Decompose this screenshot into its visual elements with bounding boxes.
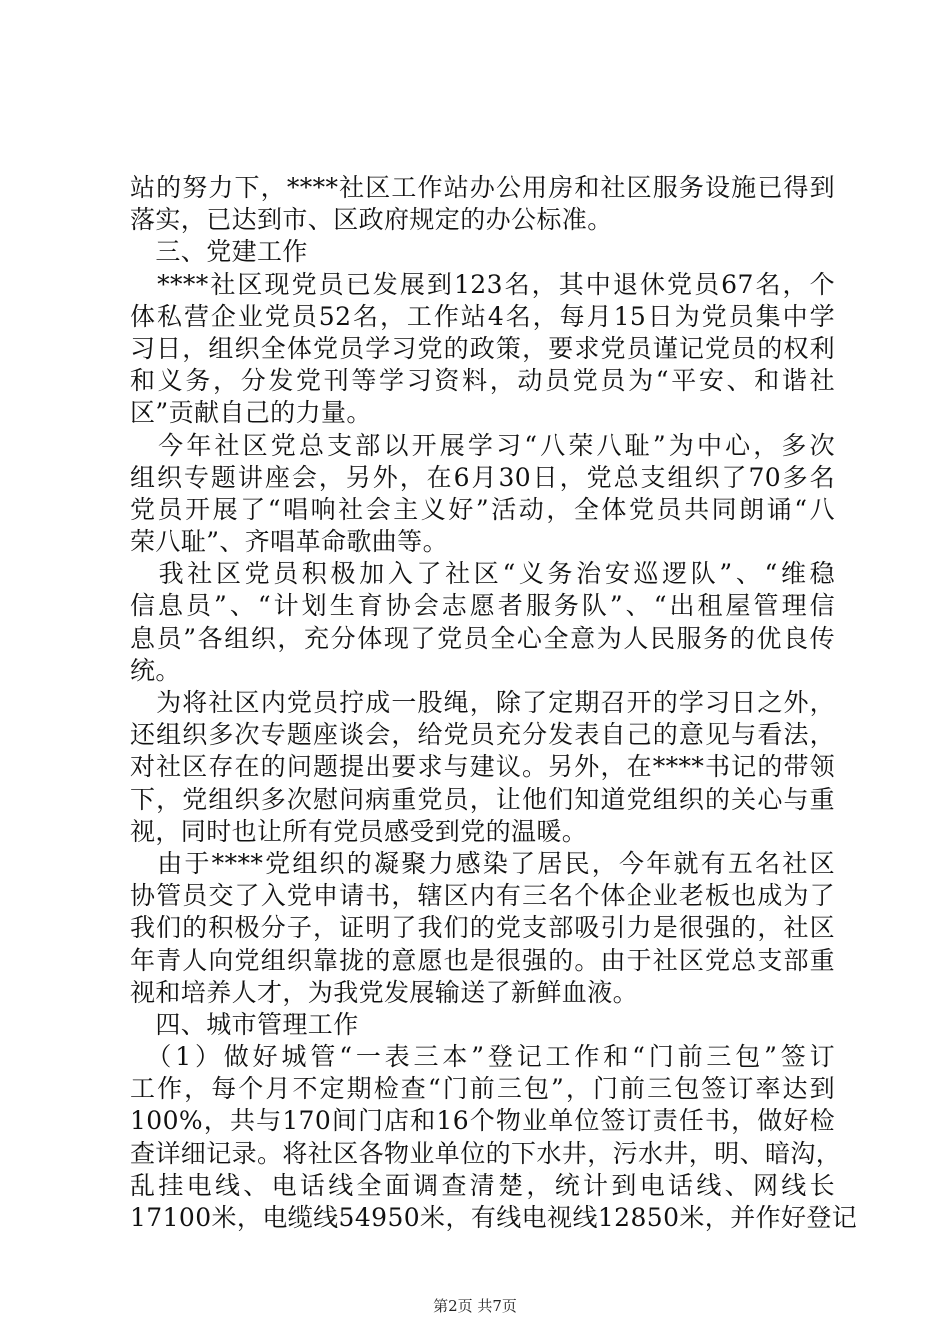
text-line: 视，同时也让所有党员感受到党的温暖。 [130, 816, 588, 846]
text-line: 今年社区党总支部以开展学习“八荣八耻”为中心，多次 [130, 430, 835, 460]
text-line: 站的努力下，****社区工作站办公用房和社区服务设施已得到 [130, 173, 835, 202]
text-line: 信息员”、“计划生育协会志愿者服务队”、“出租屋管理信 [130, 591, 835, 621]
text-line: 统。 [130, 655, 181, 685]
text-line: 我们的积极分子，证明了我们的党支部吸引力是很强的，社区 [130, 913, 835, 943]
text-line: 息员”各组织，充分体现了党员全心全意为人民服务的优良传 [130, 623, 835, 653]
text-line: 17100米，电缆线54950米，有线电视线12850米，并作好登记 [130, 1203, 858, 1232]
text-line: 三、党建工作 [130, 237, 308, 267]
text-line: 协管员交了入党申请书，辖区内有三名个体企业老板也成为了 [130, 881, 835, 911]
text-line: 工作，每个月不定期检查“门前三包”，门前三包签订率达到 [130, 1074, 835, 1104]
text-line: 和义务，分发党刊等学习资料，动员党员为“平安、和谐社 [130, 366, 835, 396]
text-line: 荣八耻”、齐唱革命歌曲等。 [130, 527, 448, 557]
text-line: 区”贡献自己的力量。 [130, 398, 372, 428]
text-line: 我社区党员积极加入了社区“义务治安巡逻队”、“维稳 [130, 559, 835, 589]
text-line: （1）做好城管“一表三本”登记工作和“门前三包”签订 [130, 1042, 835, 1072]
text-line: 对社区存在的问题提出要求与建议。另外，在****书记的带领 [130, 752, 835, 782]
text-line: ****社区现党员已发展到123名，其中退休党员67名，个 [130, 269, 835, 299]
text-line: 查详细记录。将社区各物业单位的下水井，污水井，明、暗沟， [130, 1138, 842, 1168]
text-line: 由于****党组织的凝聚力感染了居民，今年就有五名社区 [130, 848, 835, 878]
text-line: 还组织多次专题座谈会，给党员充分发表自己的意见与看法， [130, 720, 835, 750]
text-line: 组织专题讲座会，另外，在6月30日，党总支组织了70多名 [130, 462, 835, 492]
text-line: 习日，组织全体党员学习党的政策，要求党员谨记党员的权利 [130, 333, 835, 363]
text-line: 体私营企业党员52名，工作站4名，每月15日为党员集中学 [130, 301, 835, 331]
text-line: 100%，共与170间门店和16个物业单位签订责任书，做好检 [130, 1106, 835, 1136]
text-line: 为将社区内党员拧成一股绳，除了定期召开的学习日之外， [130, 688, 835, 717]
text-line: 视和培养人才，为我党发展输送了新鲜血液。 [130, 977, 639, 1007]
page-footer: 第2页 共7页 [433, 1297, 517, 1315]
text-line: 年青人向党组织靠拢的意愿也是很强的。由于社区党总支部重 [130, 945, 835, 975]
text-line: 落实，已达到市、区政府规定的办公标准。 [130, 205, 613, 235]
text-line: 四、城市管理工作 [130, 1009, 359, 1039]
document-body [130, 172, 858, 1234]
text-line: 下，党组织多次慰问病重党员，让他们知道党组织的关心与重 [130, 784, 835, 814]
text-line: 乱挂电线、电话线全面调查清楚，统计到电话线、网线长 [130, 1170, 835, 1200]
text-line: 党员开展了“唱响社会主义好”活动，全体党员共同朗诵“八 [130, 494, 835, 524]
